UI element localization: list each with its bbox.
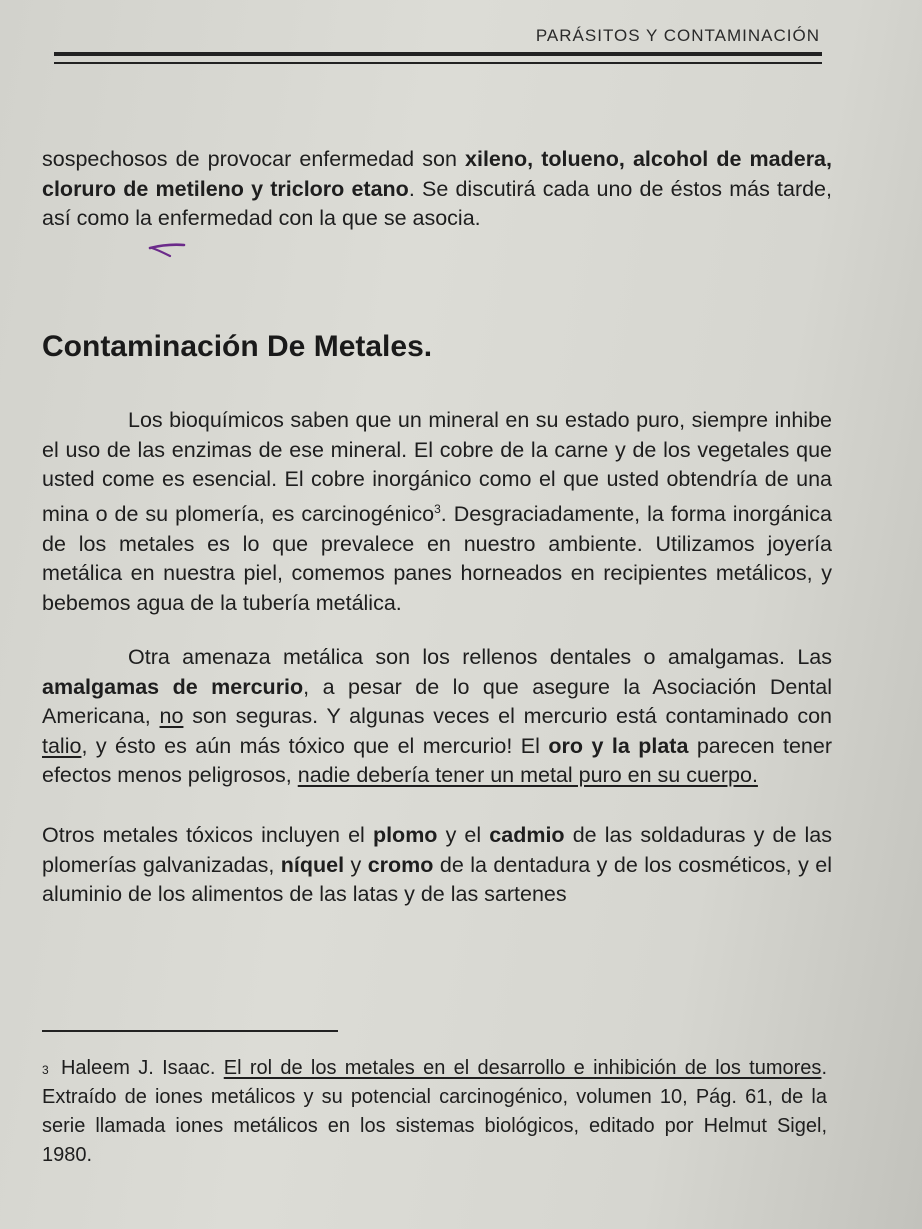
footnote-author: Haleem J. Isaac.	[52, 1057, 224, 1079]
footnote-separator	[42, 1030, 338, 1032]
chemical-list: xileno, tolueno, alcohol de madera, cloruro de metileno y tricloro etano	[42, 147, 832, 201]
p1-text-end: . Desgraciadamente, la forma inorgánica de los metales es lo que prevalece en nuestro ambiente. Utilizamos joyería metálica en nuestra piel, comemos panes horneados en recipientes metálicos, y bebemos agua de la tubería metálica.	[42, 501, 833, 615]
p1-text: Los bioquímicos saben que un mineral en su estado puro, siempre inhibe el uso de las enzimas de ese mineral. El cobre de la carne y de los vegetales que usted come es esencial. El cobre inorgánico como el que usted obtendría de una mina o de su plomería, es carcinogénico	[42, 408, 832, 526]
metals-paragraph-2	[42, 643, 832, 791]
pure-metal-underlined: nadie debería tener un metal puro en su cuerpo.	[297, 763, 758, 788]
p3-text-1: Otros metales tóxicos incluyen el	[42, 823, 373, 847]
gold-silver-bold: oro y la plata	[548, 733, 689, 758]
nickel-bold: níquel	[280, 852, 345, 877]
footnote	[42, 1054, 827, 1170]
p2-text-3: son seguras. Y algunas veces el mercurio está contaminado con	[183, 704, 832, 729]
lead-bold: plomo	[372, 823, 438, 847]
footnote-details: . Extraído de iones metálicos y su potencial carcinogénico, volumen 10, Pág. 61, de la serie llamada iones metálicos en los sistemas biológicos, editado por Helmut Sigel, 1980.	[42, 1057, 827, 1166]
chrome-bold: cromo	[367, 852, 434, 877]
intro-text-end: . Se discutirá cada uno de éstos más tarde, así como la enfermedad con la que se asocia.	[42, 176, 832, 231]
section-heading: Contaminación De Metales.	[42, 330, 433, 363]
intro-paragraph	[42, 145, 832, 234]
footnote-title: El rol de los metales en el desarrollo e inhibición de los tumores	[223, 1057, 822, 1079]
header-rule-thin	[54, 62, 822, 64]
intro-text: sospechosos de provocar enfermedad son	[42, 147, 466, 171]
p2-text-4: , y ésto es aún más tóxico que el mercurio! El	[81, 733, 549, 758]
footnote-number: 3	[42, 1063, 49, 1077]
footnote-ref: 3	[434, 501, 441, 516]
pen-arrow-mark-icon	[148, 238, 188, 260]
talio-underlined: talio	[42, 733, 82, 758]
p2-text-1: Otra amenaza metálica son los rellenos dentales o amalgamas. Las	[128, 645, 832, 669]
metals-paragraph-3	[42, 821, 832, 910]
p2-text-5: parecen tener efectos menos peligrosos,	[42, 733, 832, 788]
p2-text-2: , a pesar de lo que asegure la Asociación Dental Americana,	[42, 674, 833, 729]
running-header: PARÁSITOS Y CONTAMINACIÓN	[535, 26, 820, 45]
p3-text-3: de las soldaduras y de las plomerías galvanizadas,	[42, 823, 832, 877]
metals-paragraph-1	[42, 406, 832, 618]
no-underlined: no	[159, 704, 184, 729]
mercury-amalgam-bold: amalgamas de mercurio	[42, 674, 304, 699]
p3-text-2: y el	[437, 823, 490, 847]
cadmium-bold: cadmio	[489, 823, 565, 847]
header-rule-thick	[54, 52, 822, 56]
p3-text-5: de la dentadura y de los cosméticos, y el aluminio de los alimentos de las latas y de las sartenes	[42, 852, 833, 907]
p3-text-4: y	[344, 852, 368, 877]
